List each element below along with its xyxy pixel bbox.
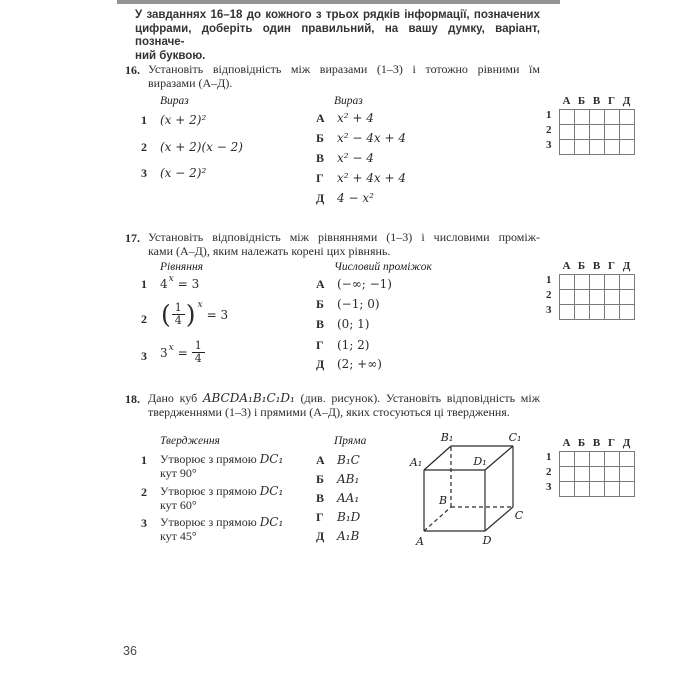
instruction-box [135, 9, 540, 63]
option-letter: А [316, 277, 325, 291]
answer-cell[interactable] [575, 140, 590, 155]
answer-cell[interactable] [560, 110, 575, 125]
item-number: 2 [141, 140, 147, 154]
option-interval: (−1; 0) [337, 297, 380, 311]
grid-col-header: Б [577, 260, 586, 272]
grid-row-numbers [543, 109, 559, 155]
option-expression: x² − 4x + 4 [337, 131, 406, 145]
statement-line-math: DC₁ [259, 452, 284, 466]
answer-cell[interactable] [560, 290, 575, 305]
answer-cell[interactable] [560, 452, 575, 467]
grid-col-header: Д [622, 437, 631, 449]
prompt-line: ками (А–Д), яким належать корені цих рівнянь. [148, 243, 391, 258]
grid-row-number: 1 [546, 451, 552, 463]
q17-right-column-header: Числовий проміжок [334, 261, 432, 273]
cube-vertex-label-a1: A₁ [409, 456, 423, 469]
option-line: B₁C [337, 453, 360, 467]
item-number: 1 [141, 113, 147, 127]
answer-cell[interactable] [620, 467, 635, 482]
option-interval: (0; 1) [337, 317, 370, 331]
cube-vertex-label-c1: C₁ [508, 431, 522, 444]
option-letter: Г [316, 338, 324, 352]
grid-col-header: В [592, 95, 601, 107]
answer-cell[interactable] [590, 467, 605, 482]
instruction-line: ний буквою. [135, 49, 206, 62]
q16-left-column-header: Вираз [160, 95, 189, 107]
answer-cell[interactable] [575, 290, 590, 305]
grid-col-header: Г [608, 260, 615, 272]
answer-cell[interactable] [605, 467, 620, 482]
cube-figure [403, 428, 543, 550]
q18-left-column-header: Твердження [160, 435, 220, 447]
option-letter: В [316, 317, 325, 331]
statement-angle: кут 45° [160, 528, 197, 543]
statement-angle: кут 90° [160, 465, 197, 480]
prompt-line: Установіть відповідність між виразами (1–3) і тотожно рівними їм [148, 62, 540, 76]
equation-exponent: x [168, 342, 174, 353]
item-number: 3 [141, 349, 147, 363]
answer-cell[interactable] [590, 452, 605, 467]
grid-col-header: В [592, 260, 601, 272]
answer-cell[interactable] [560, 467, 575, 482]
question-17-prompt [148, 231, 540, 258]
q16-right-column-header: Вираз [334, 95, 363, 107]
statement-line-math: DC₁ [259, 484, 284, 498]
answer-cell[interactable] [620, 275, 635, 290]
item-number: 1 [141, 453, 147, 467]
option-expression: x² + 4x + 4 [337, 171, 406, 185]
grid-row-number: 2 [546, 289, 552, 301]
answer-cell[interactable] [575, 110, 590, 125]
option-expression: x² + 4 [337, 111, 374, 125]
equation-base: 4 [160, 277, 168, 291]
grid-column-headers [559, 95, 635, 109]
grid-col-header: Б [577, 95, 586, 107]
answer-cell[interactable] [590, 110, 605, 125]
answer-cell[interactable] [590, 140, 605, 155]
grid-col-header: В [592, 437, 601, 449]
answer-cell[interactable] [590, 125, 605, 140]
answer-cell[interactable] [575, 467, 590, 482]
option-letter: Д [316, 357, 325, 371]
answer-cell[interactable] [620, 290, 635, 305]
question-18-number: 18. [125, 392, 140, 406]
item-number: 3 [141, 516, 147, 530]
equation-rhs: = 3 [177, 277, 200, 291]
option-letter: Б [316, 297, 324, 311]
option-expression: 4 − x² [337, 191, 374, 205]
answer-cell[interactable] [605, 452, 620, 467]
cube-edge [485, 507, 513, 531]
grid-column-headers [559, 437, 635, 451]
prompt-line: виразами (А–Д). [148, 75, 233, 90]
question-17-number: 17. [125, 231, 140, 245]
prompt-line: Установіть відповідність між рівняннями (1–3) і числовими проміж- [148, 230, 540, 244]
close-paren: ) [185, 300, 196, 329]
cube-vertex-label-d: D [482, 534, 492, 547]
option-letter: В [316, 151, 325, 165]
answer-cell[interactable] [605, 140, 620, 155]
cube-vertex-label-c: C [514, 509, 524, 522]
grid-cells [559, 274, 635, 320]
item-equation [160, 340, 205, 365]
option-expression: x² − 4 [337, 151, 374, 165]
answer-cell[interactable] [620, 452, 635, 467]
answer-cell[interactable] [605, 305, 620, 320]
option-letter: В [316, 491, 325, 505]
answer-cell[interactable] [605, 125, 620, 140]
option-letter: А [316, 111, 325, 125]
option-interval: (−∞; −1) [337, 277, 392, 291]
answer-cell[interactable] [560, 275, 575, 290]
option-letter: Г [316, 510, 324, 524]
cube-vertex-label-d1: D₁ [473, 455, 487, 468]
prompt-text: (див. рисунок). Установіть відповідність між твердженнями (1–3) і прямими (А–Д), яких стосуються ці твердження. [148, 391, 540, 419]
answer-grid-q18 [543, 437, 635, 497]
option-letter: Г [316, 171, 324, 185]
page-number: 36 [123, 644, 137, 658]
q18-right-column-header: Пряма [334, 435, 367, 447]
question-16-prompt [148, 63, 540, 90]
fraction [192, 340, 205, 365]
answer-cell[interactable] [605, 482, 620, 497]
grid-col-header: Г [608, 437, 615, 449]
answer-cell[interactable] [620, 305, 635, 320]
statement [160, 453, 283, 480]
equation-rhs: = 3 [206, 307, 229, 322]
fraction-denominator: 4 [194, 352, 202, 365]
option-line: A₁B [337, 529, 360, 543]
fraction [172, 302, 185, 327]
answer-cell[interactable] [590, 482, 605, 497]
grid-col-header: Д [622, 260, 631, 272]
top-rule [117, 0, 560, 4]
answer-cell[interactable] [620, 140, 635, 155]
option-letter: Б [316, 131, 324, 145]
item-equation [160, 299, 229, 329]
statement-text: Утворює з прямою [160, 452, 257, 466]
equation-exponent: x [197, 299, 203, 310]
option-letter: А [316, 453, 325, 467]
option-line: AB₁ [337, 472, 360, 486]
answer-cell[interactable] [605, 110, 620, 125]
grid-cells [559, 109, 635, 155]
grid-col-header: Д [622, 95, 631, 107]
q17-left-column-header: Рівняння [160, 261, 204, 273]
answer-cell[interactable] [605, 290, 620, 305]
answer-cell[interactable] [575, 275, 590, 290]
answer-cell[interactable] [560, 125, 575, 140]
grid-row-number: 1 [546, 109, 552, 121]
grid-col-header: Г [608, 95, 615, 107]
option-letter: Д [316, 529, 325, 543]
grid-row-number: 2 [546, 466, 552, 478]
grid-row-number: 3 [546, 139, 552, 151]
fraction-numerator: 1 [172, 302, 185, 315]
answer-cell[interactable] [605, 275, 620, 290]
option-interval: (2; +∞) [337, 357, 382, 371]
cube-vertex-label-a: A [416, 535, 424, 548]
answer-cell[interactable] [560, 482, 575, 497]
answer-cell[interactable] [575, 125, 590, 140]
option-line: B₁D [337, 510, 361, 524]
cube-edge [485, 446, 513, 470]
instruction-line: цифрами, доберіть один правильний, на вашу думку, варіант, позначе- [135, 22, 540, 48]
item-number: 3 [141, 166, 147, 180]
equals-sign: = [177, 345, 188, 360]
fraction-denominator: 4 [174, 314, 182, 327]
option-interval: (1; 2) [337, 338, 370, 352]
item-equation [160, 274, 200, 292]
answer-cell[interactable] [590, 290, 605, 305]
answer-cell[interactable] [620, 482, 635, 497]
grid-col-header: А [562, 260, 571, 272]
item-number: 2 [141, 485, 147, 499]
statement [160, 485, 283, 512]
answer-cell[interactable] [620, 110, 635, 125]
statement-text: Утворює з прямою [160, 484, 257, 498]
answer-cell[interactable] [575, 305, 590, 320]
answer-cell[interactable] [590, 275, 605, 290]
answer-cell[interactable] [560, 305, 575, 320]
grid-col-header: А [562, 95, 571, 107]
grid-col-header: Б [577, 437, 586, 449]
question-18-prompt [148, 392, 540, 419]
answer-grid-q17 [543, 260, 635, 320]
item-expression: (x + 2)(x − 2) [160, 140, 243, 154]
grid-row-number: 3 [546, 304, 552, 316]
grid-row-numbers [543, 451, 559, 497]
question-16-number: 16. [125, 63, 140, 77]
instruction-line: У завданнях 16–18 до кожного з трьох рядків інформації, позначених [135, 9, 540, 21]
option-letter: Д [316, 191, 325, 205]
prompt-text: Дано куб [148, 391, 198, 405]
item-number: 2 [141, 312, 147, 326]
answer-grid-q16 [543, 95, 635, 155]
open-paren: ( [161, 300, 171, 329]
answer-cell[interactable] [620, 125, 635, 140]
equation-base: 3 [160, 345, 168, 360]
item-expression: (x + 2)² [160, 113, 207, 127]
cube-edge [424, 446, 451, 470]
item-number: 1 [141, 277, 147, 291]
statement-angle: кут 60° [160, 497, 197, 512]
cube-name-math: ABCDA₁B₁C₁D₁ [202, 391, 295, 405]
answer-cell[interactable] [575, 452, 590, 467]
fraction-numerator: 1 [192, 340, 205, 353]
statement-line-math: DC₁ [259, 515, 284, 529]
option-line: AA₁ [337, 491, 360, 505]
option-letter: Б [316, 472, 324, 486]
grid-row-number: 3 [546, 481, 552, 493]
statement-text: Утворює з прямою [160, 515, 257, 529]
cube-vertex-label-b1: B₁ [440, 431, 454, 444]
grid-column-headers [559, 260, 635, 274]
grid-row-numbers [543, 274, 559, 320]
answer-cell[interactable] [575, 482, 590, 497]
grid-cells [559, 451, 635, 497]
answer-cell[interactable] [560, 140, 575, 155]
grid-row-number: 2 [546, 124, 552, 136]
statement [160, 516, 283, 543]
grid-row-number: 1 [546, 274, 552, 286]
cube-hidden-edge [424, 507, 451, 531]
grid-col-header: А [562, 437, 571, 449]
equation-exponent: x [168, 274, 174, 284]
answer-cell[interactable] [590, 305, 605, 320]
cube-vertex-label-b: B [438, 494, 448, 507]
item-expression: (x − 2)² [160, 166, 207, 180]
